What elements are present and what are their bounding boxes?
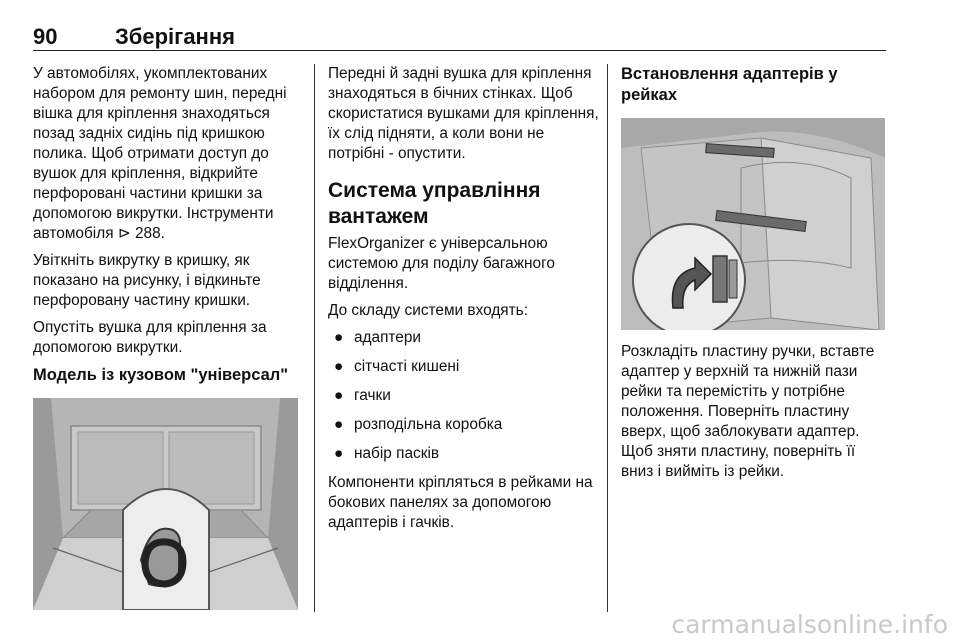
paragraph: Компоненти кріпляться в рейками на бокових панелях за допомогою адаптерів і гачків. bbox=[328, 474, 593, 531]
list-item-text: набір пасків bbox=[354, 445, 440, 462]
column-divider bbox=[314, 64, 315, 612]
page-ref-arrow-icon: ⊳ bbox=[117, 225, 131, 242]
paragraph: Увіткніть викрутку в кришку, як показано на рисунку, і відкиньте перфоровану частину кришки. bbox=[33, 252, 261, 309]
column-divider bbox=[607, 64, 608, 612]
paragraph: Розкладіть пластину ручки, вставте адаптер у верхній та нижній пази рейки та перемістіть у потрібне положення. Поверніть пластину вверх, щоб заблокувати адаптер. Щоб зняти пластину, поверніть її вниз і вийміть із рейки. bbox=[621, 343, 875, 480]
component-list bbox=[328, 328, 600, 464]
paragraph: Опустіть вушка для кріплення за допомогою викрутки. bbox=[33, 319, 267, 356]
bullet-icon: ● bbox=[334, 445, 344, 462]
list-item bbox=[328, 357, 600, 377]
subheading: Встановлення адаптерів у рейках bbox=[621, 65, 838, 104]
column-2 bbox=[328, 64, 600, 540]
paragraph bbox=[33, 64, 301, 244]
column-3 bbox=[621, 64, 889, 489]
page-ref: 288. bbox=[135, 225, 165, 242]
list-item bbox=[328, 444, 600, 464]
paragraph: Передні й задні вушка для кріплення знаходяться в бічних стінках. Щоб скористатися вушками для кріплення, їх слід підняти, а коли вони не потрібні - опустити. bbox=[328, 65, 599, 162]
list-item-text: розподільна коробка bbox=[354, 416, 503, 433]
list-item bbox=[328, 415, 600, 435]
list-item bbox=[328, 328, 600, 348]
list-item-text: сітчасті кишені bbox=[354, 358, 460, 375]
subheading: Модель із кузовом "універсал" bbox=[33, 366, 289, 384]
page-header bbox=[33, 20, 886, 51]
bullet-icon: ● bbox=[334, 358, 344, 375]
bullet-icon: ● bbox=[334, 329, 344, 346]
page-number: 90 bbox=[33, 24, 58, 49]
rail-adapter-illustration bbox=[621, 118, 885, 330]
watermark: carmanualsonline.info bbox=[671, 610, 948, 639]
list-item bbox=[328, 386, 600, 406]
bullet-icon: ● bbox=[334, 416, 344, 433]
paragraph-text: У автомобілях, укомплектованих набором для ремонту шин, передні вішка для кріплення знаходяться позад задніх сидінь під кришкою полика. Щоб отримати доступ до вушок для кріплення, відкрийте перфоровані частини кришки за допомогою викрутки. Інструменти автомобіля bbox=[33, 65, 287, 242]
list-item-text: гачки bbox=[354, 387, 391, 404]
estate-cargo-illustration bbox=[33, 398, 298, 610]
section-heading: Система управління вантажем bbox=[328, 179, 541, 228]
bullet-icon: ● bbox=[334, 387, 344, 404]
paragraph: До складу системи входять: bbox=[328, 302, 528, 319]
section-title: Зберігання bbox=[115, 24, 235, 49]
column-1 bbox=[33, 64, 301, 610]
paragraph: FlexOrganizer є універсальною системою для поділу багажного відділення. bbox=[328, 235, 555, 292]
list-item-text: адаптери bbox=[354, 329, 422, 346]
